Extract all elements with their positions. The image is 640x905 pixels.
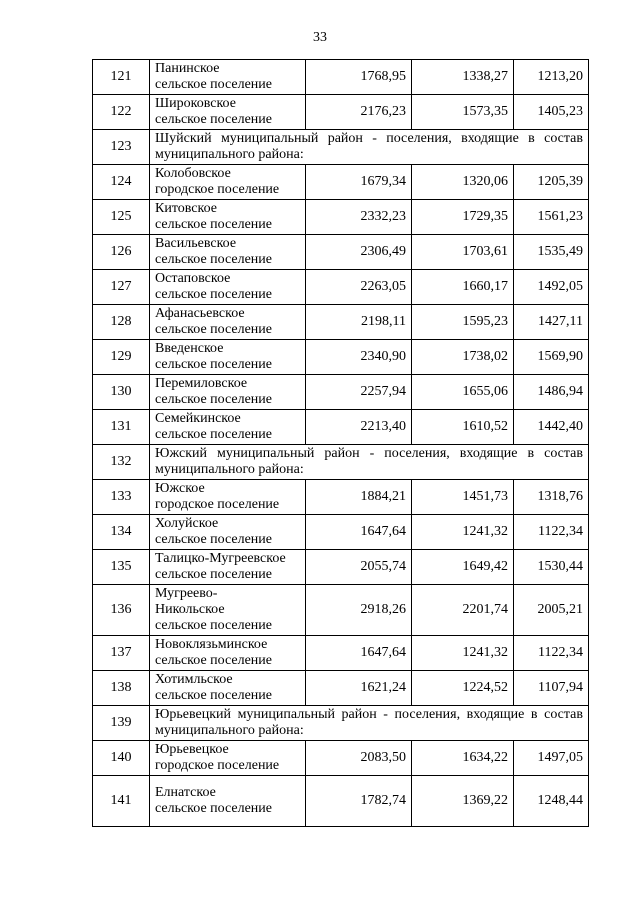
settlement-name-line: сельское поселение xyxy=(155,77,272,92)
settlement-name-line: Холуйское xyxy=(155,516,219,531)
table-row xyxy=(93,95,589,130)
value-col-2: 1241,32 xyxy=(412,515,514,550)
value-col-1: 1679,34 xyxy=(306,165,412,200)
value-col-2: 1451,73 xyxy=(412,480,514,515)
settlement-name xyxy=(150,165,306,200)
district-header: Шуйский муниципальный район - поселения, входящие в состав муниципального района: xyxy=(150,130,589,165)
settlement-name-line: Остаповское xyxy=(155,271,231,286)
settlement-name-line: городское поселение xyxy=(155,497,280,512)
row-number: 141 xyxy=(93,776,150,827)
settlement-name xyxy=(150,60,306,95)
settlement-name-line: Введенское xyxy=(155,341,224,356)
row-number: 133 xyxy=(93,480,150,515)
row-number: 124 xyxy=(93,165,150,200)
settlement-name-line: сельское поселение xyxy=(155,392,272,407)
settlement-name-line: Афанасьевское xyxy=(155,306,245,321)
value-col-3: 1122,34 xyxy=(514,636,589,671)
value-col-1: 2055,74 xyxy=(306,550,412,585)
value-col-3: 1122,34 xyxy=(514,515,589,550)
settlement-name-line: сельское поселение xyxy=(155,532,272,547)
row-number: 138 xyxy=(93,671,150,706)
settlement-name-line: Южское xyxy=(155,481,205,496)
district-header: Южский муниципальный район - поселения, входящие в состав муниципального района: xyxy=(150,445,589,480)
row-number: 125 xyxy=(93,200,150,235)
settlement-name-line: Панинское xyxy=(155,61,220,76)
settlement-name-line: Никольское xyxy=(155,602,225,617)
settlements-table xyxy=(92,59,589,827)
table-row xyxy=(93,585,589,636)
value-col-2: 1703,61 xyxy=(412,235,514,270)
value-col-2: 1338,27 xyxy=(412,60,514,95)
value-col-1: 1768,95 xyxy=(306,60,412,95)
table-body xyxy=(93,60,589,827)
settlement-name xyxy=(150,375,306,410)
table-row xyxy=(93,550,589,585)
settlement-name-line: Китовское xyxy=(155,201,217,216)
value-col-3: 1248,44 xyxy=(514,776,589,827)
settlement-name-line: сельское поселение xyxy=(155,801,272,816)
value-col-1: 1782,74 xyxy=(306,776,412,827)
table-row xyxy=(93,706,589,741)
value-col-3: 2005,21 xyxy=(514,585,589,636)
settlement-name-line: городское поселение xyxy=(155,182,280,197)
row-number: 126 xyxy=(93,235,150,270)
settlement-name xyxy=(150,741,306,776)
settlement-name-line: Семейкинское xyxy=(155,411,241,426)
settlement-name-line: сельское поселение xyxy=(155,217,272,232)
row-number: 129 xyxy=(93,340,150,375)
value-col-3: 1497,05 xyxy=(514,741,589,776)
value-col-1: 2918,26 xyxy=(306,585,412,636)
row-number: 131 xyxy=(93,410,150,445)
table-row xyxy=(93,741,589,776)
settlement-name xyxy=(150,515,306,550)
table-row xyxy=(93,165,589,200)
value-col-1: 2213,40 xyxy=(306,410,412,445)
settlement-name-line: Колобовское xyxy=(155,166,231,181)
row-number: 136 xyxy=(93,585,150,636)
settlement-name xyxy=(150,480,306,515)
value-col-3: 1427,11 xyxy=(514,305,589,340)
table-row xyxy=(93,340,589,375)
value-col-3: 1442,40 xyxy=(514,410,589,445)
value-col-3: 1492,05 xyxy=(514,270,589,305)
value-col-2: 1224,52 xyxy=(412,671,514,706)
settlement-name xyxy=(150,410,306,445)
settlement-name-line: сельское поселение xyxy=(155,653,272,668)
table-row xyxy=(93,410,589,445)
settlement-name-line: Талицко-Мугреевское xyxy=(155,551,286,566)
value-col-3: 1205,39 xyxy=(514,165,589,200)
row-number: 121 xyxy=(93,60,150,95)
value-col-1: 2263,05 xyxy=(306,270,412,305)
value-col-3: 1318,76 xyxy=(514,480,589,515)
row-number: 140 xyxy=(93,741,150,776)
table-row xyxy=(93,235,589,270)
value-col-1: 1621,24 xyxy=(306,671,412,706)
value-col-2: 1729,35 xyxy=(412,200,514,235)
value-col-1: 2083,50 xyxy=(306,741,412,776)
value-col-2: 1738,02 xyxy=(412,340,514,375)
settlement-name-line: сельское поселение xyxy=(155,618,272,633)
value-col-2: 1573,35 xyxy=(412,95,514,130)
row-number: 139 xyxy=(93,706,150,741)
row-number: 132 xyxy=(93,445,150,480)
row-number: 134 xyxy=(93,515,150,550)
settlement-name-line: сельское поселение xyxy=(155,287,272,302)
table-row xyxy=(93,515,589,550)
value-col-2: 1660,17 xyxy=(412,270,514,305)
table-row xyxy=(93,130,589,165)
value-col-2: 1241,32 xyxy=(412,636,514,671)
settlement-name xyxy=(150,305,306,340)
settlement-name xyxy=(150,550,306,585)
settlement-name-line: сельское поселение xyxy=(155,112,272,127)
table-row xyxy=(93,480,589,515)
value-col-2: 1655,06 xyxy=(412,375,514,410)
page-number: 33 xyxy=(313,30,327,45)
settlement-name-line: Новоклязьминское xyxy=(155,637,268,652)
settlement-name-line: Васильевское xyxy=(155,236,237,251)
value-col-3: 1107,94 xyxy=(514,671,589,706)
settlement-name xyxy=(150,95,306,130)
row-number: 128 xyxy=(93,305,150,340)
settlement-name xyxy=(150,636,306,671)
value-col-2: 1369,22 xyxy=(412,776,514,827)
table-row xyxy=(93,60,589,95)
value-col-1: 2257,94 xyxy=(306,375,412,410)
value-col-2: 1595,23 xyxy=(412,305,514,340)
table-row xyxy=(93,776,589,827)
value-col-2: 1320,06 xyxy=(412,165,514,200)
settlement-name xyxy=(150,235,306,270)
settlement-name-line: сельское поселение xyxy=(155,357,272,372)
settlement-name-line: Хотимльское xyxy=(155,672,233,687)
value-col-1: 1884,21 xyxy=(306,480,412,515)
settlement-name-line: Елнатское xyxy=(155,785,216,800)
value-col-2: 2201,74 xyxy=(412,585,514,636)
value-col-2: 1610,52 xyxy=(412,410,514,445)
value-col-1: 1647,64 xyxy=(306,636,412,671)
table-row xyxy=(93,636,589,671)
table-row xyxy=(93,445,589,480)
settlement-name xyxy=(150,200,306,235)
value-col-3: 1561,23 xyxy=(514,200,589,235)
value-col-2: 1649,42 xyxy=(412,550,514,585)
settlement-name xyxy=(150,270,306,305)
settlement-name-line: Широковское xyxy=(155,96,236,111)
settlement-name-line: Перемиловское xyxy=(155,376,248,391)
settlement-name-line: Юрьевецкое xyxy=(155,742,229,757)
settlement-name xyxy=(150,671,306,706)
settlement-name xyxy=(150,340,306,375)
value-col-1: 1647,64 xyxy=(306,515,412,550)
row-number: 137 xyxy=(93,636,150,671)
value-col-1: 2176,23 xyxy=(306,95,412,130)
settlement-name-line: сельское поселение xyxy=(155,252,272,267)
value-col-3: 1569,90 xyxy=(514,340,589,375)
settlement-name-line: сельское поселение xyxy=(155,322,272,337)
row-number: 130 xyxy=(93,375,150,410)
value-col-3: 1213,20 xyxy=(514,60,589,95)
settlement-name-line: городское поселение xyxy=(155,758,280,773)
table-row xyxy=(93,375,589,410)
table-row xyxy=(93,305,589,340)
settlement-name xyxy=(150,585,306,636)
district-header: Юрьевецкий муниципальный район - поселения, входящие в состав муниципального района: xyxy=(150,706,589,741)
value-col-2: 1634,22 xyxy=(412,741,514,776)
table-row xyxy=(93,671,589,706)
value-col-1: 2340,90 xyxy=(306,340,412,375)
settlement-name-line: сельское поселение xyxy=(155,567,272,582)
settlement-name-line: Мугреево- xyxy=(155,586,218,601)
row-number: 123 xyxy=(93,130,150,165)
table-row xyxy=(93,270,589,305)
value-col-1: 2198,11 xyxy=(306,305,412,340)
table-row xyxy=(93,200,589,235)
settlement-name-line: сельское поселение xyxy=(155,427,272,442)
value-col-1: 2332,23 xyxy=(306,200,412,235)
settlement-name-line: сельское поселение xyxy=(155,688,272,703)
value-col-3: 1405,23 xyxy=(514,95,589,130)
value-col-3: 1530,44 xyxy=(514,550,589,585)
row-number: 127 xyxy=(93,270,150,305)
value-col-3: 1486,94 xyxy=(514,375,589,410)
row-number: 122 xyxy=(93,95,150,130)
value-col-1: 2306,49 xyxy=(306,235,412,270)
row-number: 135 xyxy=(93,550,150,585)
value-col-3: 1535,49 xyxy=(514,235,589,270)
settlement-name xyxy=(150,776,306,827)
